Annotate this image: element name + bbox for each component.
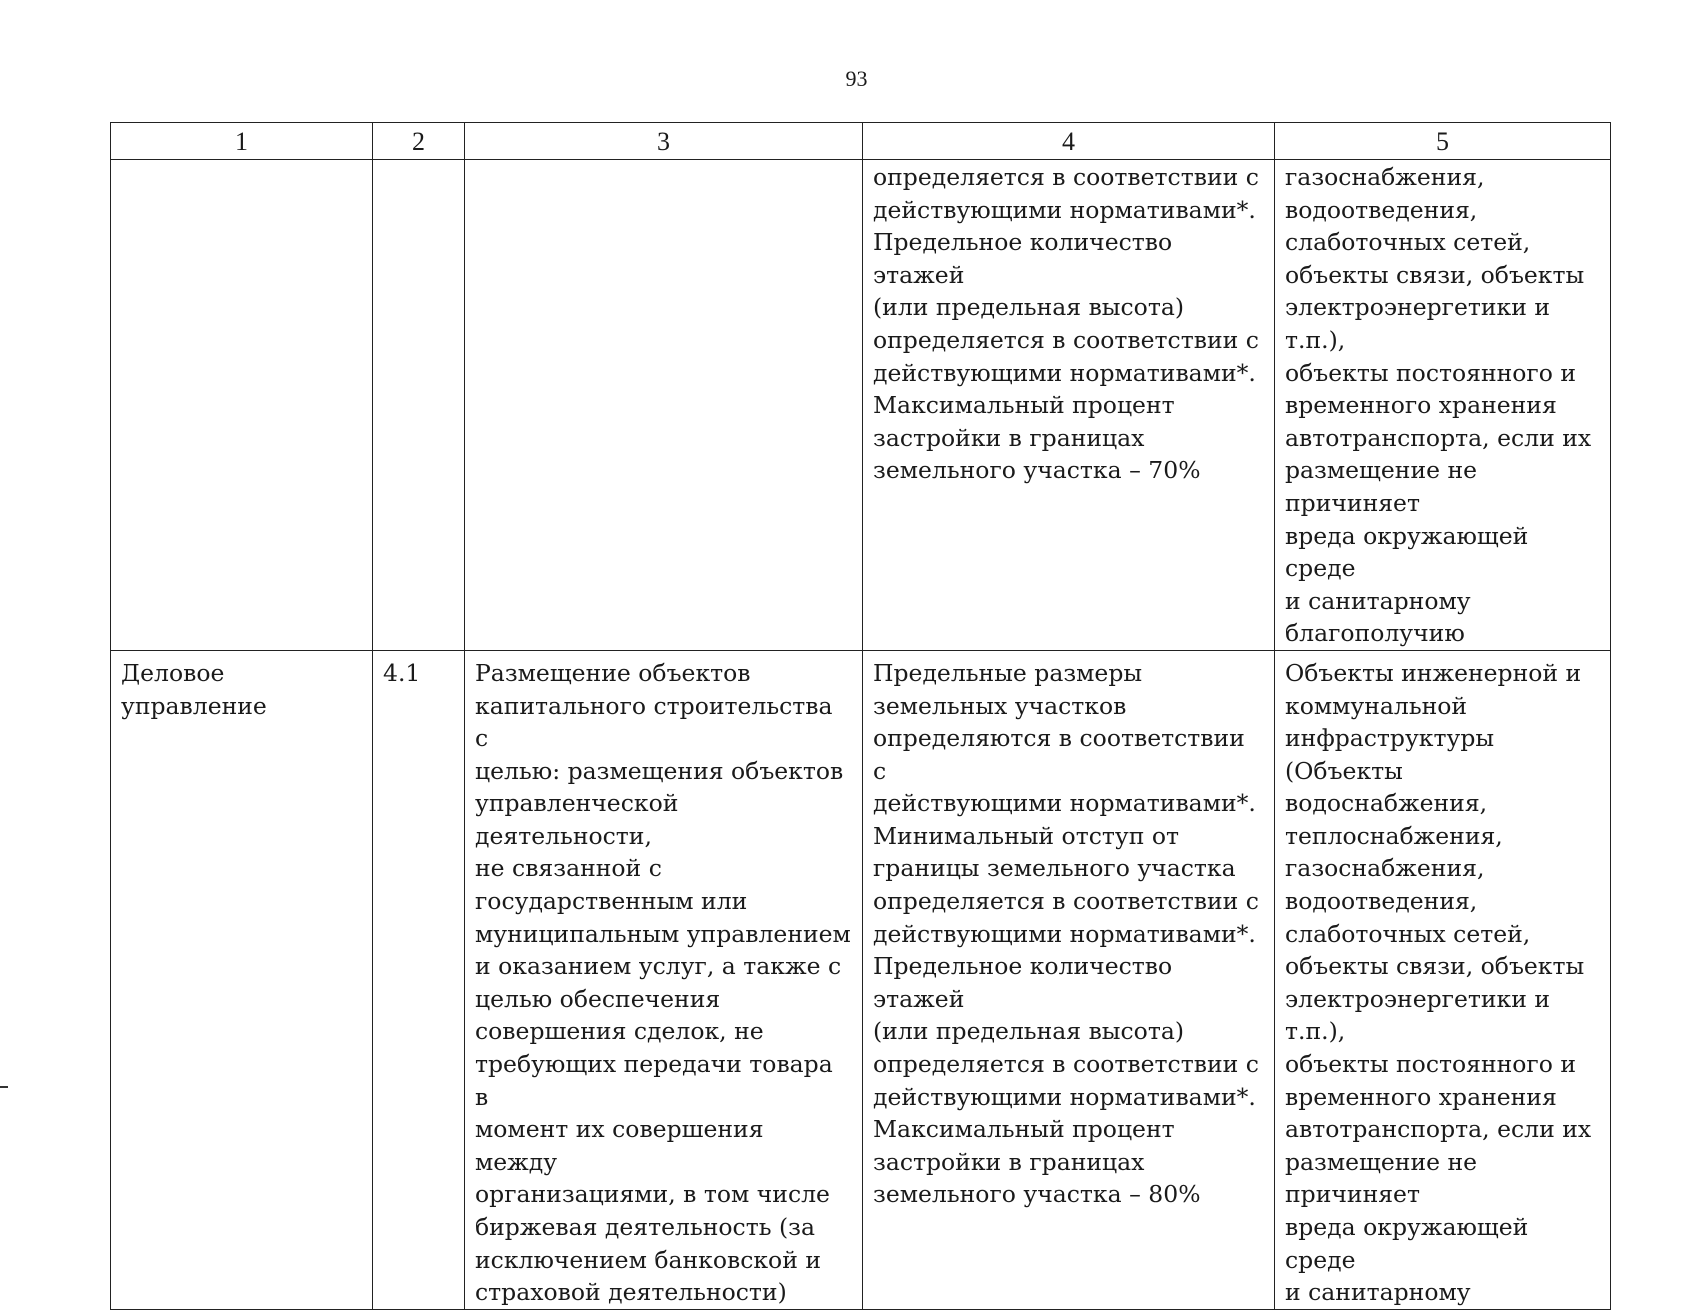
cell-text: 4.1: [383, 658, 421, 687]
cell-auxiliary-uses: [1275, 650, 1611, 1309]
cell-text: Предельные размеры земельных участков определяются в соответствии с действующими нормативами*. Минимальный отступ от границы земельного участка определяется в соответствии с действующими нормативами*. Предельное количество этажей (или предельная высота) определяется в соответствии с действующими нормативами*. Максимальный процент застройки в границах земельного участка – 80%: [873, 658, 1259, 1209]
margin-mark: [0, 1086, 8, 1088]
cell-parameters: [863, 160, 1275, 651]
cell-text: определяется в соответствии с действующими нормативами*. Предельное количество этажей (или предельная высота) определяется в соответствии с действующими нормативами*. Максимальный процент застройки в границах земельного участка – 70%: [873, 163, 1259, 485]
cell-code: [373, 160, 465, 651]
cell-text: Деловое управление: [121, 658, 267, 720]
column-header-1: 1: [111, 123, 373, 160]
page-number: 93: [845, 66, 868, 91]
column-header-2: 2: [373, 123, 465, 160]
cell-auxiliary-uses: [1275, 160, 1611, 651]
cell-land-use-type: [111, 160, 373, 651]
cell-code: [373, 650, 465, 1309]
table-row: [111, 650, 1611, 1309]
cell-description: [465, 160, 863, 651]
column-header-4: 4: [863, 123, 1275, 160]
cell-text: газоснабжения, водоотведения, слаботочных сетей, объекты связи, объекты электроэнергетики и т.п.), объекты постоянного и временного хранения автотранспорта, если их размещение не причиняет вреда окружающей среде и санитарному благополучию: [1285, 163, 1592, 648]
cell-land-use-type: [111, 650, 373, 1309]
cell-text: Размещение объектов капитального строительства с целью: размещения объектов управленческой деятельности, не связанной с государственным или муниципальным управлением и оказанием услуг, а также с целью обеспечения совершения сделок, не требующих передачи товара в момент их совершения между организациями, в том числе биржевая деятельность (за исключением банковской и страховой деятельности): [475, 658, 851, 1307]
column-header-3: 3: [465, 123, 863, 160]
cell-text: Объекты инженерной и коммунальной инфраструктуры (Объекты водоснабжения, теплоснабжения, газоснабжения, водоотведения, слаботочных сетей, объекты связи, объекты электроэнергетики и т.п.), объекты постоянного и временного хранения автотранспорта, если их размещение не причиняет вреда окружающей среде и санитарному: [1285, 658, 1592, 1307]
cell-parameters: [863, 650, 1275, 1309]
table-header-row: [111, 123, 1611, 160]
regulations-table: [110, 122, 1611, 1310]
cell-description: [465, 650, 863, 1309]
column-header-5: 5: [1275, 123, 1611, 160]
table-row: [111, 160, 1611, 651]
